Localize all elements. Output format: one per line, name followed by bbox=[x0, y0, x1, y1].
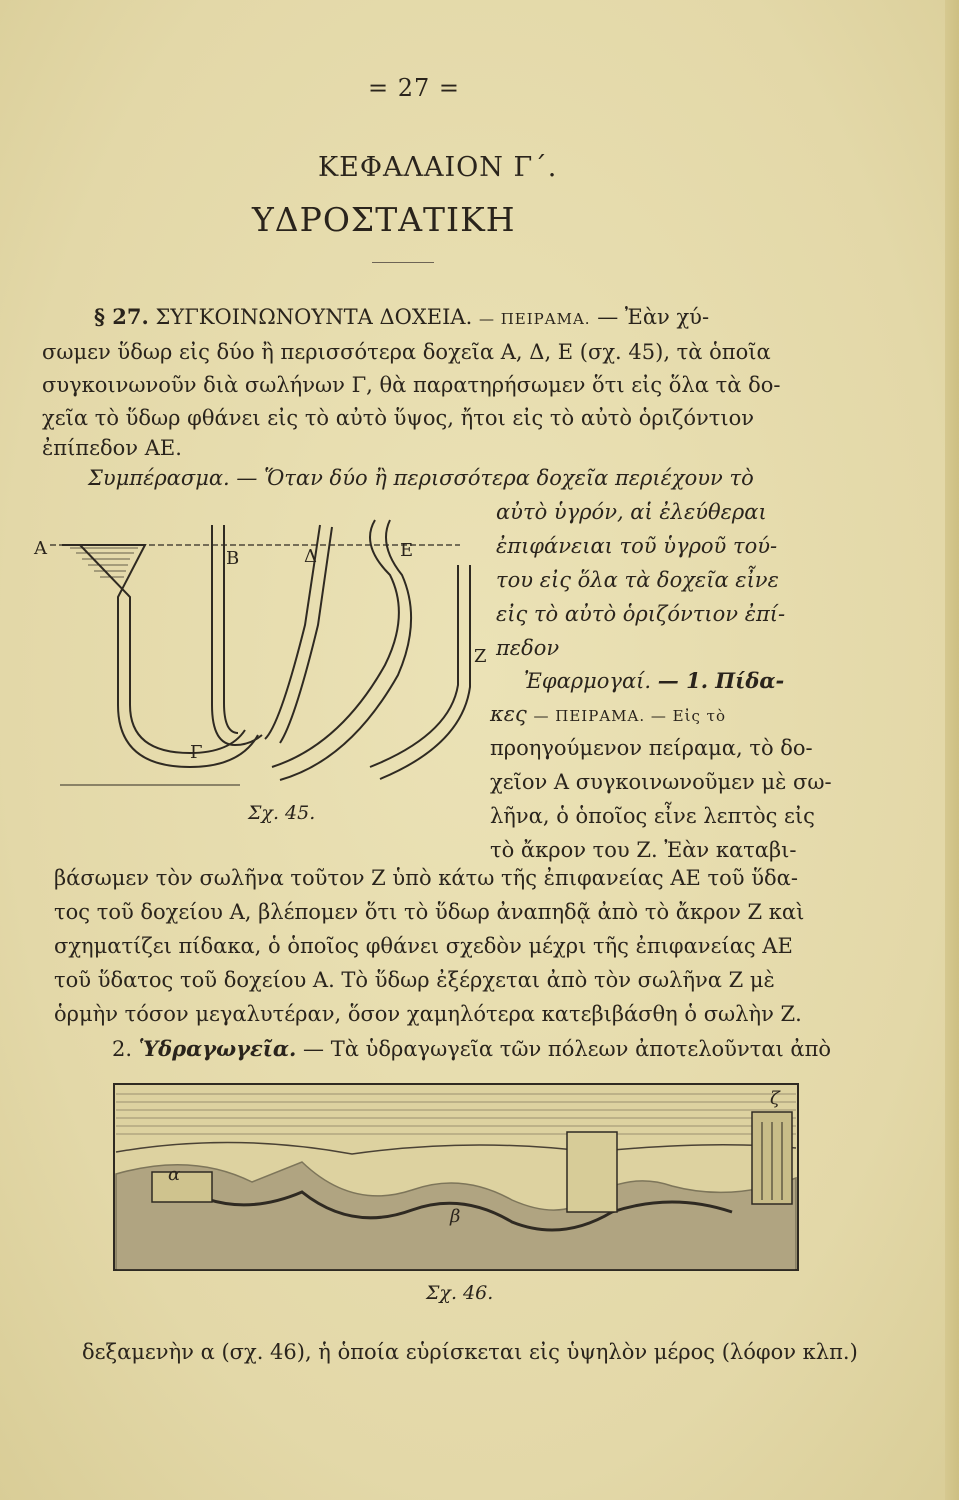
applications-line bbox=[490, 698, 726, 733]
applications-line: τὸ ἄκρον του Ζ. Ἐὰν καταβι- bbox=[490, 838, 797, 862]
section-line: σωμεν ὕδωρ εἰς δύο ἢ περισσότερα δοχεῖα Α, Δ, Ε (σχ. 45), τὰ ὁποῖα bbox=[42, 340, 771, 364]
paragraph-line: τος τοῦ δοχείου Α, βλέπομεν ὅτι τὸ ὕδωρ ἀναπηδᾷ ἀπὸ τὸ ἄκρον Ζ καὶ bbox=[54, 900, 805, 924]
figure-45-caption: Σχ. 45. bbox=[248, 802, 316, 824]
figure-label-zeta: ζ bbox=[770, 1088, 780, 1109]
applications-line: λῆνα, ὁ ὁποῖος εἶνε λεπτὸς εἰς bbox=[490, 804, 815, 828]
item2-label: Ὑδραγωγεῖα. bbox=[138, 1036, 297, 1061]
conclusion-line: ἐπιφάνειαι τοῦ ὑγροῦ τού- bbox=[496, 534, 778, 558]
section-line: — Ἐὰν χύ- bbox=[597, 305, 710, 329]
section-number: § 27. bbox=[94, 304, 149, 329]
conclusion-line: του εἰς ὅλα τὰ δοχεῖα εἶνε bbox=[496, 568, 779, 592]
chapter-heading: ΚΕΦΑΛΑΙΟΝ Γ΄. bbox=[318, 152, 558, 183]
page-edge bbox=[945, 0, 959, 1500]
experiment-label: — ΠΕΙΡΑΜΑ. — Εἰς τὸ bbox=[533, 707, 726, 725]
figure-label-a: Α bbox=[34, 538, 47, 559]
paragraph-line: τοῦ ὕδατος τοῦ δοχείου Α. Τὸ ὕδωρ ἐξέρχεται ἀπὸ τὸν σωλῆνα Ζ μὲ bbox=[54, 968, 775, 992]
section-heading-line bbox=[94, 300, 709, 336]
conclusion-line: πεδον bbox=[496, 636, 560, 660]
figure-label-b: Β bbox=[226, 548, 240, 569]
paragraph-line: ὁρμὴν τόσον μεγαλυτέραν, ὅσον χαμηλότερα κατεβιβάσθη ὁ σωλὴν Ζ. bbox=[54, 1002, 802, 1026]
section-heading: ΣΥΓΚΟΙΝΩΝΟΥΝΤΑ ΔΟΧΕΙΑ. bbox=[155, 305, 473, 329]
paragraph-line: σχηματίζει πίδακα, ὁ ὁποῖος φθάνει σχεδὸν μέχρι τῆς ἐπιφανείας ΑΕ bbox=[54, 934, 793, 958]
figure-label-z: Ζ bbox=[474, 646, 487, 667]
applications-item1: — 1. Πίδα- bbox=[657, 668, 785, 693]
paragraph-line: βάσωμεν τὸν σωλῆνα τοῦτον Ζ ὑπὸ κάτω τῆς ἐπιφανείας ΑΕ τοῦ ὕδα- bbox=[54, 866, 798, 890]
section-line: χεῖα τὸ ὕδωρ φθάνει εἰς τὸ αὐτὸ ὕψος, ἤτοι εἰς τὸ αὐτὸ ὁριζόντιον bbox=[42, 406, 755, 430]
applications-line: προηγούμενον πείραμα, τὸ δο- bbox=[490, 736, 813, 760]
figure-45 bbox=[40, 505, 490, 795]
conclusion-text: — Ὅταν δύο ἢ περισσότερα δοχεῖα περιέχουν τὸ bbox=[236, 466, 754, 490]
experiment-label: — ΠΕΙΡΑΜΑ. bbox=[478, 310, 591, 328]
conclusion-label: Συμπέρασμα. bbox=[88, 466, 230, 490]
item2-line bbox=[112, 1032, 831, 1066]
section-line: ἐπίπεδον ΑΕ. bbox=[42, 436, 182, 460]
conclusion-line bbox=[88, 462, 754, 495]
figure-label-beta: β bbox=[450, 1206, 461, 1227]
page-title: ΥΔΡΟΣΤΑΤΙΚΗ bbox=[252, 200, 516, 239]
figure-label-d: Δ bbox=[304, 546, 317, 567]
title-divider bbox=[372, 262, 434, 263]
applications-line: χεῖον Α συγκοινωνοῦμεν μὲ σω- bbox=[490, 770, 832, 794]
conclusion-line: εἰς τὸ αὐτὸ ὁριζόντιον ἐπί- bbox=[496, 602, 786, 626]
figure-46 bbox=[112, 1082, 800, 1272]
page-number: = 27 = bbox=[368, 74, 461, 102]
section-line: συγκοινωνοῦν διὰ σωλήνων Γ, θὰ παρατηρήσωμεν ὅτι εἰς ὅλα τὰ δο- bbox=[42, 373, 781, 397]
figure-label-alpha: α bbox=[168, 1164, 181, 1185]
figure-label-g: Γ bbox=[190, 742, 203, 763]
figure-46-caption: Σχ. 46. bbox=[426, 1282, 494, 1304]
item2-number: 2. bbox=[112, 1037, 133, 1061]
applications-label: Ἐφαρμογαί. bbox=[524, 669, 652, 693]
applications-text: κες bbox=[490, 702, 527, 726]
figure-label-e: Ε bbox=[400, 540, 414, 561]
applications-line bbox=[524, 664, 784, 698]
last-line: δεξαμενὴν α (σχ. 46), ἡ ὁποία εὑρίσκεται εἰς ὑψηλὸν μέρος (λόφον κλπ.) bbox=[82, 1340, 858, 1364]
conclusion-line: αὐτὸ ὑγρόν, αἱ ἐλεύθεραι bbox=[496, 500, 767, 524]
item2-text: — Τὰ ὑδραγωγεῖα τῶν πόλεων ἀποτελοῦνται ἀπὸ bbox=[303, 1037, 832, 1061]
